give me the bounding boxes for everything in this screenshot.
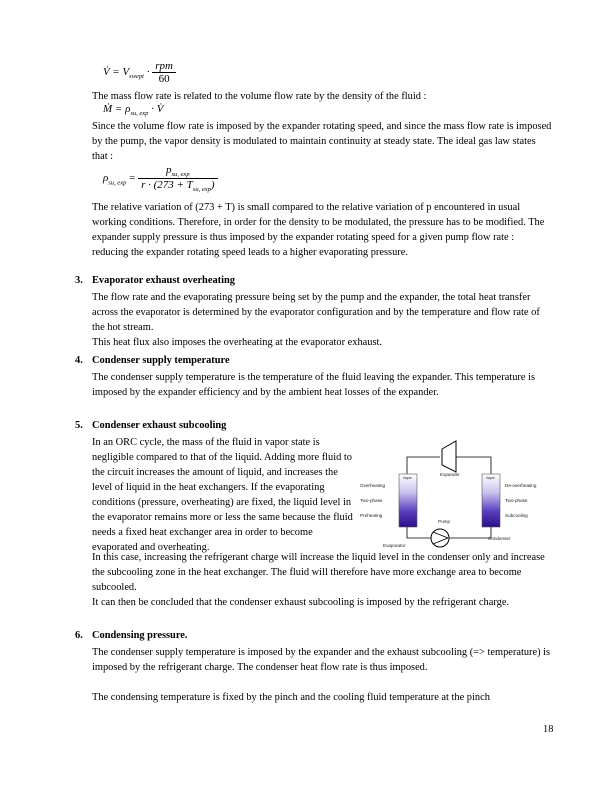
- section-4-paragraph-1: The condenser supply temperature is the temperature of the fluid leaving the expander. This temperature is imposed by the expander efficiency and by the ambient heat losses of the expander.: [92, 372, 535, 398]
- eq1-denominator: 60: [158, 73, 170, 85]
- section-4-number: 4.: [75, 355, 83, 366]
- section-5-paragraph-3: It can then be concluded that the condenser exhaust subcooling is imposed by the refrigerant charge.: [92, 597, 510, 608]
- paragraph-volume-flow: Since the volume flow rate is imposed by the expander rotating speed, and since the mass flow rate is imposed by the pump, the vapor density is modulated to maintain continuity at steady state. The ideal gas law states that :: [92, 121, 552, 162]
- condenser-vapor-label: Vapor: [486, 476, 495, 480]
- orc-cycle-diagram: [360, 437, 556, 549]
- label-preheating: Preheating: [360, 513, 383, 518]
- equation-mass-flow: [103, 103, 163, 117]
- eq3-num-sub: su, exp: [171, 171, 190, 179]
- eq2-sub: su, exp: [130, 110, 149, 118]
- section-5-paragraph-1: In an ORC cycle, the mass of the fluid in vapor state is negligible compared to that of the liquid. Adding more fluid to the circuit increases the amount of liquid, and increases the level of liquid in the heat exchangers. If the evaporating conditions (pressure, overheating) are fixed, the liquid level in the evaporator remains more or less the same because the fluid needs a fixed heat exchanger area in order to become evaporated and overheating.: [92, 437, 353, 553]
- label-two-phase-right: Two-phase: [505, 498, 528, 503]
- eq3-lhs-sub: su, exp: [108, 179, 127, 187]
- paragraph-mass-flow: The mass flow rate is related to the volume flow rate by the density of the fluid :: [92, 91, 427, 102]
- eq1-dot: ·: [143, 66, 153, 79]
- paragraph-ideal-gas: The relative variation of (273 + T) is small compared to the relative variation of p encountered in usual working conditions. Therefore, in order for the density to be modulated, the pressure has to be modified. The expander supply pressure is thus imposed by the expander rotating speed for a given pump flow rate : reducing the expander rotating speed leads to a higher evaporating pressure.: [92, 202, 545, 258]
- eq1-sub: swept: [129, 73, 144, 81]
- piping: [407, 457, 491, 538]
- evaporator-icon: [399, 474, 417, 527]
- label-two-phase-left: Two-phase: [360, 498, 383, 503]
- condenser-label: Condenser: [488, 536, 511, 541]
- eq3-den-sub: su, exp: [192, 186, 211, 194]
- eq3-den-a: r · (273 + T: [141, 179, 193, 192]
- eq3-numerator: [138, 164, 217, 179]
- label-de-overheating: De-overheating: [505, 483, 537, 488]
- expander-label: Expander: [440, 472, 460, 477]
- section-3-heading: Evaporator exhaust overheating: [92, 275, 235, 286]
- eq3-num: p: [166, 164, 172, 176]
- section-4-heading: Condenser supply temperature: [92, 355, 230, 366]
- eq1-numerator: rpm: [152, 60, 176, 73]
- label-overheating: Overheating: [360, 483, 386, 488]
- equation-volume-flow: [103, 60, 176, 85]
- condenser-icon: [482, 474, 500, 527]
- eq3-den-b: ): [210, 179, 215, 192]
- section-3-number: 3.: [75, 275, 83, 286]
- eq1-fraction: [152, 60, 176, 85]
- section-6-paragraph-1: The condenser supply temperature is imposed by the expander and the exhaust subcooling (=> temperature) is imposed by the refrigerant charge. The condenser heat flow rate is thus imposed.: [92, 647, 551, 673]
- section-6-number: 6.: [75, 630, 83, 641]
- eq3-lhs: ρ: [103, 172, 109, 185]
- section-6-heading: Condensing pressure.: [92, 630, 188, 641]
- section-5-number: 5.: [75, 420, 83, 431]
- section-5-heading: Condenser exhaust subcooling: [92, 420, 227, 431]
- equation-density: $\rho_{su, exp}$ = $\frac{p_{su, exp}}{r \cdot (273 + T_{su, exp})}$: [103, 164, 218, 193]
- section-3-paragraph-1: The flow rate and the evaporating pressure being set by the pump and the expander, the total heat transfer across the evaporator is determined by the evaporator configuration and by the temperature and flow rate of the hot stream.: [92, 292, 540, 333]
- section-5-paragraph-2-text: In this case, increasing the refrigerant charge will increase the liquid level in the condenser only and increase the subcooling zone in the heat exchanger. The fluid will therefore have more exchange area to become subcooled.: [92, 552, 545, 593]
- evaporator-label: Evaporator: [383, 543, 406, 548]
- pump-label: Pump: [438, 519, 451, 524]
- eq1-lhs: V̇ = V: [103, 66, 130, 79]
- section-6-paragraph-2: The condensing temperature is fixed by the pinch and the cooling fluid temperature at the pinch: [92, 692, 490, 703]
- eq3-denominator: [138, 179, 217, 193]
- evaporator-vapor-label: Vapor: [403, 476, 412, 480]
- pump-icon: [431, 529, 449, 547]
- page-number: 18: [543, 724, 554, 735]
- expander-icon: [442, 441, 456, 472]
- section-3-paragraph-2: This heat flux also imposes the overheating at the evaporator exhaust.: [92, 337, 382, 348]
- eq2-rhs: · V̇: [148, 103, 164, 115]
- label-subcooling: Subcooling: [505, 513, 528, 518]
- eq2-lhs: Ṁ = ρ: [103, 103, 131, 115]
- section-5-paragraph-2: [92, 550, 552, 595]
- eq3-fraction: [138, 164, 217, 193]
